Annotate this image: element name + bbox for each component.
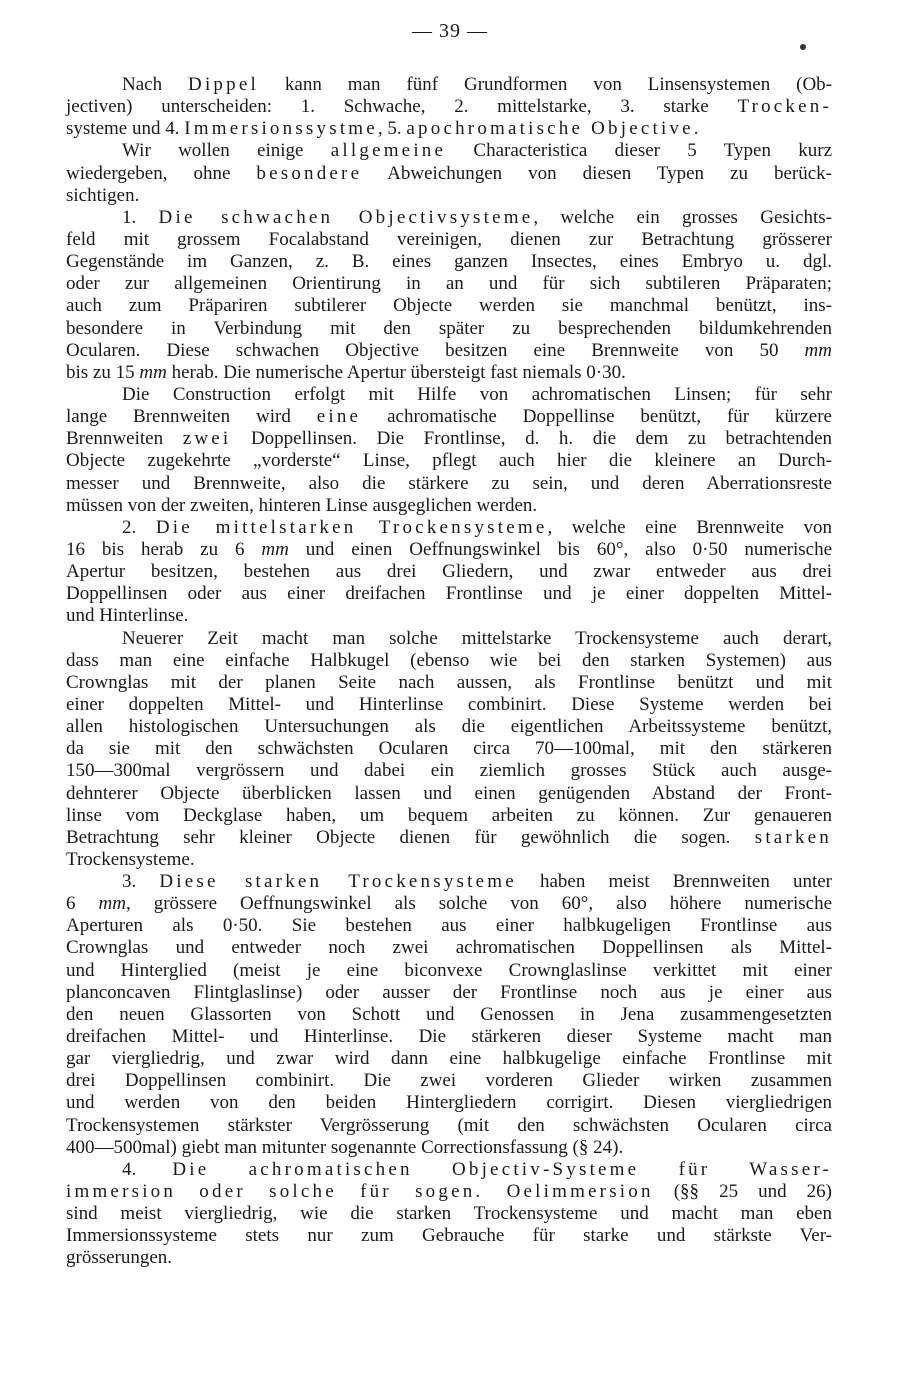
text-line (66, 893, 832, 915)
text-line (66, 783, 832, 805)
text-run: Ocularen. Diese schwachen Objective besitzen eine Brennweite von 50 (66, 339, 805, 361)
text-run: Wir wollen einige (122, 140, 331, 162)
text-run: grösserungen. (66, 1247, 173, 1269)
spaced-emphasis: eine (316, 406, 362, 428)
text-run: Aperturen als 0·50. Sie bestehen aus einer halbkugeligen Frontlinse aus (66, 915, 832, 937)
text-line (66, 1137, 832, 1159)
text-run: 16 bis herab zu 6 (66, 538, 262, 560)
text-line (66, 1070, 832, 1092)
text-line (66, 694, 832, 716)
text-line (66, 140, 832, 162)
text-run: Immersionssysteme stets nur zum Gebrauche für starke und stärkste Ver- (66, 1225, 832, 1247)
text-run: Objecte zugekehrte „vorderste“ Linse, pflegt auch hier die kleinere an Durch- (66, 450, 832, 472)
text-run: und einen Oeffnungswinkel bis 60°, also 0·50 numerische (288, 538, 832, 560)
text-run: linse vom Deckglase haben, um bequem arbeiten zu können. Zur genaueren (66, 804, 832, 826)
text-line (66, 118, 832, 140)
italic-unit: mm (804, 339, 832, 361)
text-run: dehnterer Objecte überblicken lassen und einen genügenden Abstand der Front- (66, 782, 832, 804)
text-line (66, 96, 832, 118)
text-run: Trockensystemen stärkster Vergrösserung (mit den schwächsten Ocularen circa (66, 1114, 832, 1136)
text-line (66, 937, 832, 959)
text-run: bis zu 15 (66, 361, 140, 383)
text-line (66, 871, 832, 893)
text-line (66, 251, 832, 273)
text-run: besondere in Verbindung mit den später zu besprechenden bildumkehrenden (66, 317, 832, 339)
spaced-emphasis: Trocken- (737, 96, 832, 118)
text-run: feld mit grossem Focalabstand vereinigen, dienen zur Betrachtung grösserer (66, 228, 832, 250)
text-line (66, 628, 832, 650)
text-line (66, 185, 832, 207)
text-run: sind meist viergliedrig, wie die starken Trockensysteme und macht man eben (66, 1203, 832, 1225)
text-line (66, 650, 832, 672)
text-line (66, 738, 832, 760)
text-run: und Hinterlinse. (66, 605, 189, 627)
text-run: kann man fünf Grundformen von Linsensystemen (Ob- (258, 74, 833, 95)
text-run: 6 (66, 893, 99, 915)
text-line (66, 583, 832, 605)
text-run: herab. Die numerische Apertur übersteigt fast niemals 0·30. (166, 361, 626, 383)
text-run: 3. (122, 871, 160, 893)
text-run: Nach (122, 74, 189, 95)
spaced-emphasis: Dippel (188, 74, 259, 95)
text-run: einer doppelten Mittel- und Hinterlinse combinirt. Diese Systeme werden bei (66, 693, 832, 715)
text-line (66, 849, 832, 871)
text-line (66, 362, 832, 384)
spaced-emphasis: Die achromatischen Objectiv-Systeme für Wasser- (172, 1158, 833, 1180)
text-line (66, 229, 832, 251)
text-line (66, 827, 832, 849)
text-line (66, 163, 832, 185)
text-run: und Hinterglied (meist je eine biconvexe Crownglaslinse verkittet mit einer (66, 959, 832, 981)
text-run: Doppellinsen. Die Frontlinse, d. h. die dem zu betrachtenden (231, 428, 833, 450)
text-run: Gegenstände im Ganzen, z. B. eines ganzen Insectes, eines Embryo u. dgl. (66, 251, 832, 273)
text-run: , grössere Oeffnungswinkel als solche von 60°, also höhere numerische (125, 893, 832, 915)
text-run: lange Brennweiten wird (66, 406, 317, 428)
text-line (66, 517, 832, 539)
text-line (66, 495, 832, 517)
text-run: systeme und 4. (66, 118, 185, 140)
spaced-emphasis: Immersionssystme (184, 118, 378, 140)
text-run: Abweichungen von diesen Typen zu berück- (362, 162, 832, 184)
text-line (66, 1181, 832, 1203)
text-line (66, 207, 832, 229)
text-run: den neuen Glassorten von Schott und Genossen in Jena zusammengesetzten (66, 1003, 832, 1025)
text-line (66, 805, 832, 827)
body-text (66, 74, 832, 1270)
text-line (66, 960, 832, 982)
text-run: 4. (122, 1158, 173, 1180)
text-line (66, 915, 832, 937)
text-line (66, 982, 832, 1004)
text-line (66, 1004, 832, 1026)
print-speck (800, 44, 806, 50)
spaced-emphasis: zwei (182, 428, 232, 450)
text-line (66, 428, 832, 450)
text-run: wiedergeben, ohne (66, 162, 257, 184)
text-line (66, 561, 832, 583)
text-run: oder zur allgemeinen Orientirung in an und für sich subtileren Präparaten; (66, 273, 832, 295)
text-line (66, 74, 832, 96)
text-line (66, 273, 832, 295)
text-run: gar viergliedrig, und zwar wird dann eine halbkugelige einfache Frontlinse mit (66, 1048, 832, 1070)
spaced-emphasis: allgemeine (330, 140, 447, 162)
text-run: 400—500mal) giebt man mitunter sogenannte Correctionsfassung (§ 24). (66, 1136, 624, 1158)
text-run: (§§ 25 und 26) (653, 1181, 832, 1203)
text-run: 150—300mal vergrössern und dabei ein ziemlich grosses Stück auch ausge- (66, 760, 832, 782)
text-run: Apertur besitzen, bestehen aus drei Gliedern, und zwar entweder aus drei (66, 561, 832, 583)
text-run: und werden von den beiden Hintergliedern corrigirt. Diesen viergliedrigen (66, 1092, 832, 1114)
text-run: Crownglas mit der planen Seite nach aussen, als Frontlinse benützt und mit (66, 671, 832, 693)
text-run: 2. (122, 516, 156, 538)
page-number: — 39 — (412, 20, 488, 42)
text-run: sichtigen. (66, 184, 140, 206)
text-line (66, 1203, 832, 1225)
text-run: Doppellinsen oder aus einer dreifachen Frontlinse und je einer doppelten Mittel- (66, 583, 832, 605)
text-run: allen histologischen Untersuchungen als die eigentlichen Arbeitssysteme benützt, (66, 716, 832, 738)
text-line (66, 406, 832, 428)
text-line (66, 1247, 832, 1269)
text-line (66, 716, 832, 738)
spaced-emphasis: Die schwachen Objectivsysteme (158, 206, 534, 228)
italic-unit: mm (139, 361, 167, 383)
spaced-emphasis: immersion oder solche für sogen. Oelimmersion (66, 1181, 654, 1203)
text-run: . (693, 118, 699, 140)
text-line (66, 1048, 832, 1070)
text-line (66, 340, 832, 362)
text-line (66, 605, 832, 627)
text-run: messer und Brennweite, also die stärkere zu sein, und deren Aberrationsreste (66, 472, 832, 494)
text-run: Die Construction erfolgt mit Hilfe von achromatischen Linsen; für sehr (122, 383, 832, 405)
text-run: dreifachen Mittel- und Hinterlinse. Die stärkeren dieser Systeme macht man (66, 1026, 832, 1048)
text-run: Crownglas und entweder noch zwei achromatischen Doppellinsen als Mittel- (66, 937, 832, 959)
spaced-emphasis: starken (754, 826, 832, 848)
spaced-emphasis: besondere (256, 162, 363, 184)
text-run: dass man eine einfache Halbkugel (ebenso wie bei den starken Systemen) aus (66, 649, 832, 671)
spaced-emphasis: Die mittelstarken Trockensysteme (155, 516, 548, 538)
text-run: haben meist Brennweiten unter (516, 871, 832, 893)
text-run: Betrachtung sehr kleiner Objecte dienen für gewöhnlich die sogen. (66, 826, 755, 848)
spaced-emphasis: Diese starken Trockensysteme (159, 871, 517, 893)
text-run: drei Doppellinsen combinirt. Die zwei vorderen Glieder wirken zusammen (66, 1070, 832, 1092)
text-line (66, 295, 832, 317)
text-line (66, 539, 832, 561)
text-line (66, 318, 832, 340)
text-line (66, 473, 832, 495)
text-run: , welche ein grosses Gesichts- (533, 206, 833, 228)
text-line (66, 1159, 832, 1181)
text-run: jectiven) unterscheiden: 1. Schwache, 2. mittelstarke, 3. starke (66, 96, 738, 118)
text-run: Neuerer Zeit macht man solche mittelstarke Trockensysteme auch derart, (122, 627, 832, 649)
text-line (66, 760, 832, 782)
italic-unit: mm (98, 893, 126, 915)
text-line (66, 1115, 832, 1137)
text-run: Brennweiten (66, 428, 183, 450)
text-line (66, 1225, 832, 1247)
italic-unit: mm (261, 538, 289, 560)
text-run: 1. (122, 206, 159, 228)
text-line (66, 1026, 832, 1048)
text-run: da sie mit den schwächsten Ocularen circa 70—100mal, mit den stärkeren (66, 738, 832, 760)
text-run: , welche eine Brennweite von (547, 516, 832, 538)
text-run: auch zum Präpariren subtilerer Objecte werden sie manchmal benützt, ins- (66, 295, 832, 317)
text-line (66, 450, 832, 472)
text-run: planconcaven Flintglaslinse) oder ausser der Frontlinse noch aus je einer aus (66, 981, 832, 1003)
text-line (66, 384, 832, 406)
text-run: Trockensysteme. (66, 848, 195, 870)
text-run: müssen von der zweiten, hinteren Linse ausgeglichen werden. (66, 494, 538, 516)
text-run: Characteristica dieser 5 Typen kurz (446, 140, 832, 162)
text-line (66, 672, 832, 694)
text-run: achromatische Doppellinse benützt, für kürzere (361, 406, 832, 428)
text-run: , 5. (377, 118, 407, 140)
spaced-emphasis: apochromatische Objective (406, 118, 694, 140)
text-line (66, 1092, 832, 1114)
